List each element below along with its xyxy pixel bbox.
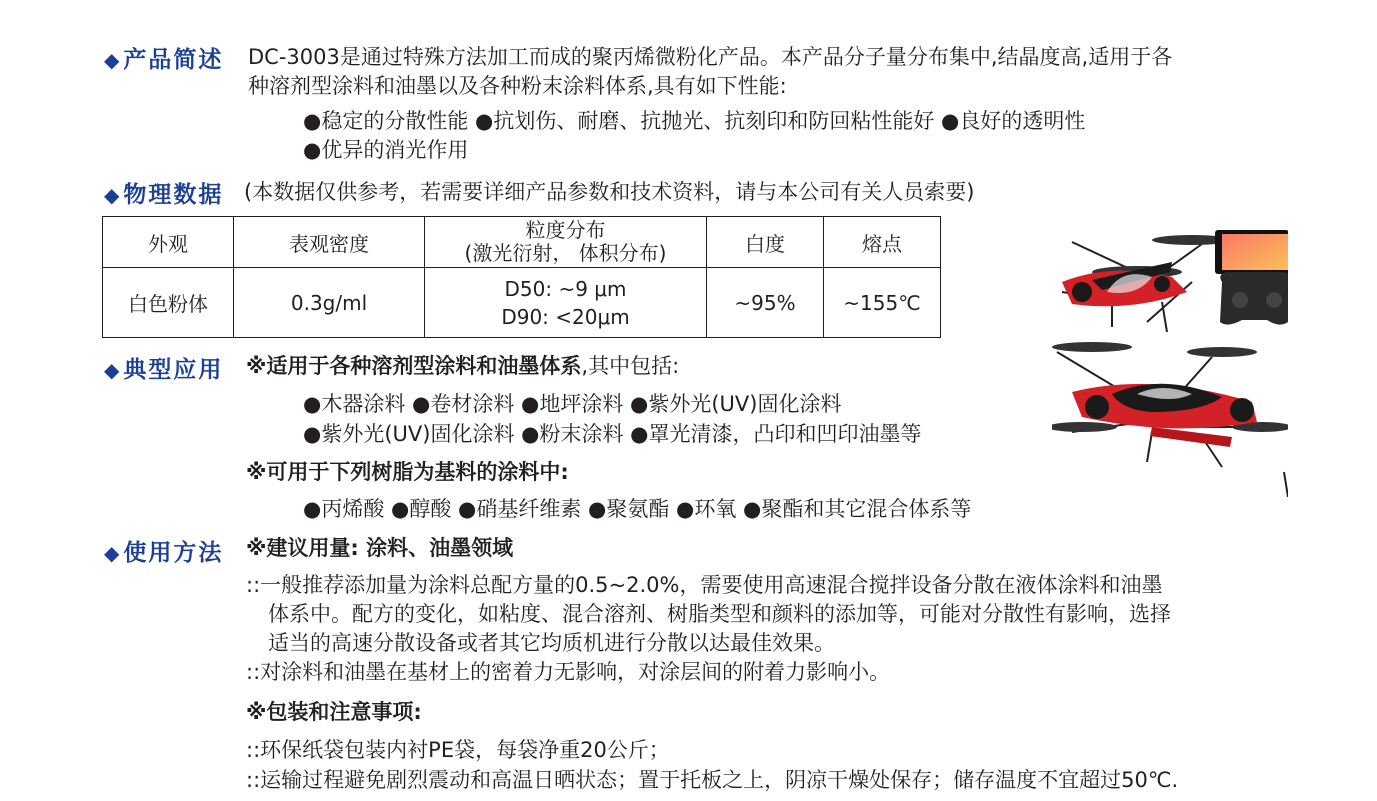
resin-list: ●丙烯酸 ●醇酸 ●硝基纤维素 ●聚氨酯 ●环氧 ●聚酯和其它混合体系等 [303,497,972,521]
intro-features-1: ●稳定的分散性能 ●抗划伤、耐磨、抗抛光、抗刻印和防回粘性能好 ●良好的透明性 [303,109,1086,133]
value-appearance: 白色粉体 [103,268,234,338]
physical-heading [104,176,223,209]
usage-para-2: 体系中。配方的变化，如粘度、混合溶剂、树脂类型和颜料的添加等，可能对分散性有影响，选择 [268,602,1171,626]
diamond-icon: ◆ [104,183,120,207]
intro-line-2: 种溶剂型涂料和油墨以及各种粉末涂料体系,具有如下性能: [248,74,787,98]
diamond-icon: ◆ [104,541,120,565]
value-density: 0.3g/ml [234,268,425,338]
application-lead-bold: ※适用于各种溶剂型涂料和油墨体系 [246,354,582,378]
usage-para-3: 适当的高速分散设备或者其它均质机进行分散以达最佳效果。 [268,631,835,655]
header-whiteness: 白度 [707,217,824,268]
diamond-icon: ◆ [104,48,120,72]
header-particle-size-line2: (激光衍射， 体积分布) [464,241,667,265]
usage-para-1: ::一般推荐添加量为涂料总配方量的0.5~2.0%，需要使用高速混合搅拌设备分散在液体涂料和油墨 [246,573,1163,597]
value-d50: D50: ~9 μm [504,276,627,301]
application-list-1: ●木器涂料 ●卷材涂料 ●地坪涂料 ●紫外光(UV)固化涂料 [303,392,842,416]
value-whiteness: ~95% [707,268,824,338]
value-melting-point: ~155℃ [824,268,941,338]
usage-para-4: ::对涂料和油墨在基材上的密着力无影响，对涂层间的附着力影响小。 [246,660,891,684]
table-row [103,268,941,338]
packaging-para-1: ::环保纸袋包装内衬PE袋，每袋净重20公斤； [246,738,670,762]
application-lead-rest: ,其中包括: [581,354,680,378]
header-melting-point: 熔点 [824,217,941,268]
diamond-icon: ◆ [104,358,120,382]
application-heading [104,351,223,384]
packaging-para-2: ::运输过程避免剧烈震动和高温日晒状态；置于托板之上，阴凉干燥处保存；储存温度不宜超过50℃. [246,768,1179,792]
resin-title: ※可用于下列树脂为基料的涂料中: [246,460,569,484]
intro-features-2: ●优异的消光作用 [303,138,469,162]
drone-product-image [1052,222,1288,498]
application-list-2: ●紫外光(UV)固化涂料 ●粉末涂料 ●罩光清漆，凸印和凹印油墨等 [303,422,922,446]
header-density: 表观密度 [234,217,425,268]
physical-data-table [102,216,941,338]
application-heading-label: 典型应用 [123,357,224,383]
application-lead [246,352,679,381]
value-d90: D90: <20μm [501,304,630,329]
usage-title: ※建议用量: 涂料、油墨领域 [246,536,514,560]
usage-heading-label: 使用方法 [123,540,224,566]
packaging-title: ※包装和注意事项: [246,700,422,724]
intro-heading-label: 产品简述 [123,47,224,73]
intro-heading [104,41,223,74]
header-particle-size [425,217,707,268]
intro-line-1: DC-3003是通过特殊方法加工而成的聚丙烯微粉化产品。本产品分子量分布集中,结晶度高,适用于各 [248,45,1173,69]
value-particle-size [425,268,707,338]
usage-heading [104,534,223,567]
header-appearance: 外观 [103,217,234,268]
physical-heading-label: 物理数据 [123,182,224,208]
physical-note: (本数据仅供参考，若需要详细产品参数和技术资料，请与本公司有关人员索要) [244,180,975,204]
table-header-row [103,217,941,268]
header-particle-size-line1: 粒度分布 [525,218,606,242]
